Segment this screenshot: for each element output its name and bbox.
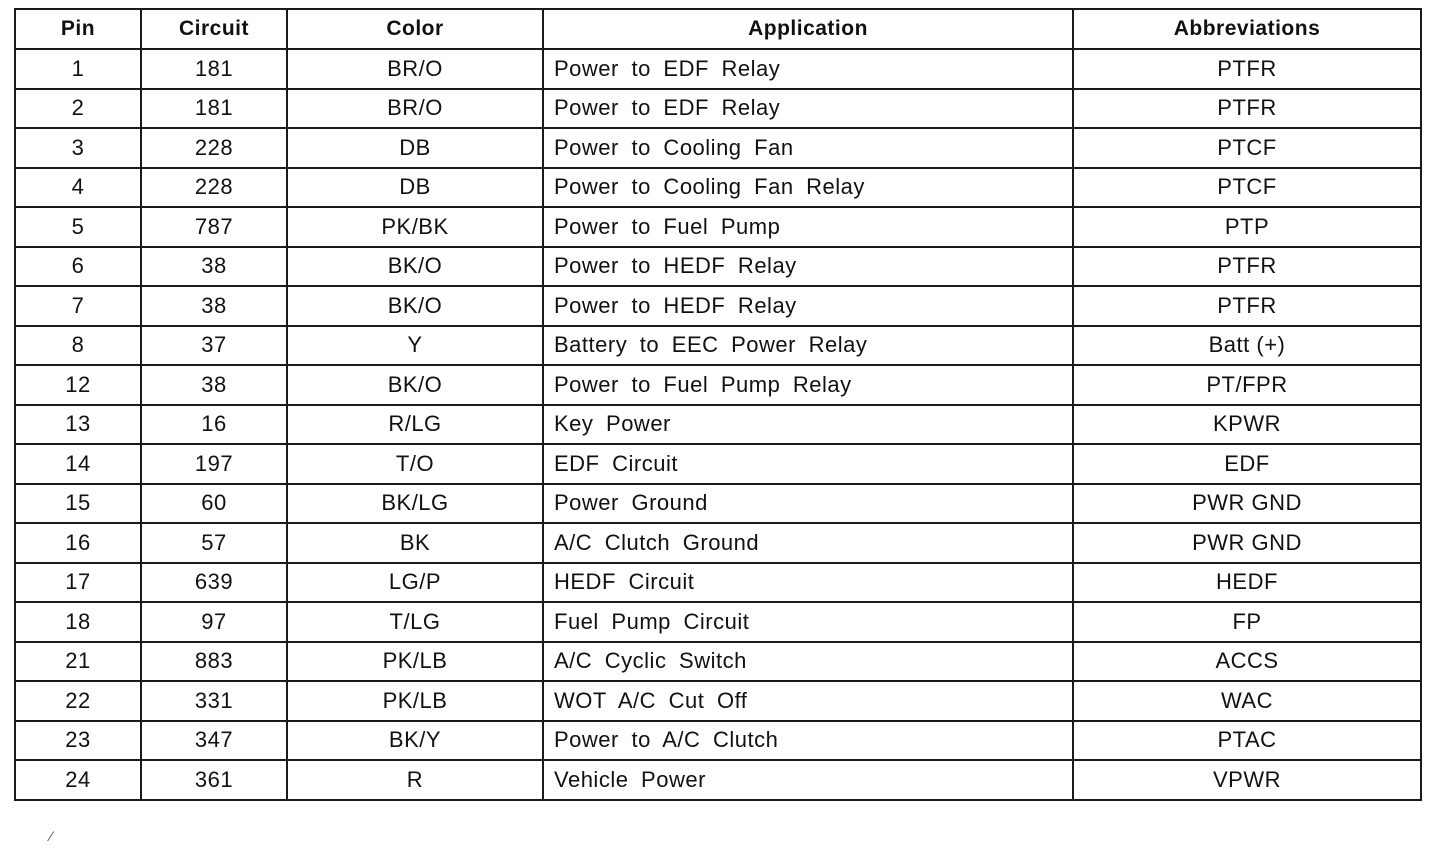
cell-color: R/LG <box>287 405 543 445</box>
cell-abbreviation: VPWR <box>1073 760 1421 800</box>
table-row <box>15 128 1421 168</box>
cell-application: Power to A/C Clutch <box>543 721 1073 761</box>
cell-abbreviation: FP <box>1073 602 1421 642</box>
table-row <box>15 365 1421 405</box>
cell-pin: 12 <box>15 365 141 405</box>
connector-pin-table <box>14 8 1422 801</box>
table-row <box>15 563 1421 603</box>
table-row <box>15 721 1421 761</box>
scan-mark: ⁄ <box>50 828 53 844</box>
cell-color: PK/BK <box>287 207 543 247</box>
table-header-row <box>15 9 1421 49</box>
cell-pin: 22 <box>15 681 141 721</box>
table-row <box>15 602 1421 642</box>
cell-color: LG/P <box>287 563 543 603</box>
cell-abbreviation: PTAC <box>1073 721 1421 761</box>
cell-pin: 16 <box>15 523 141 563</box>
header-circuit: Circuit <box>141 9 287 49</box>
cell-color: BK/O <box>287 365 543 405</box>
cell-pin: 24 <box>15 760 141 800</box>
table-row <box>15 247 1421 287</box>
cell-abbreviation: KPWR <box>1073 405 1421 445</box>
cell-abbreviation: PTFR <box>1073 89 1421 129</box>
cell-pin: 17 <box>15 563 141 603</box>
cell-pin: 8 <box>15 326 141 366</box>
cell-circuit: 787 <box>141 207 287 247</box>
cell-circuit: 38 <box>141 365 287 405</box>
table-row <box>15 444 1421 484</box>
cell-application: Power Ground <box>543 484 1073 524</box>
cell-pin: 13 <box>15 405 141 445</box>
cell-circuit: 228 <box>141 128 287 168</box>
cell-application: EDF Circuit <box>543 444 1073 484</box>
cell-abbreviation: PTCF <box>1073 168 1421 208</box>
cell-color: BR/O <box>287 89 543 129</box>
cell-color: T/O <box>287 444 543 484</box>
cell-abbreviation: PWR GND <box>1073 484 1421 524</box>
cell-application: A/C Cyclic Switch <box>543 642 1073 682</box>
cell-application: Battery to EEC Power Relay <box>543 326 1073 366</box>
cell-application: Fuel Pump Circuit <box>543 602 1073 642</box>
cell-circuit: 37 <box>141 326 287 366</box>
cell-application: Power to Fuel Pump Relay <box>543 365 1073 405</box>
cell-application: Power to Cooling Fan <box>543 128 1073 168</box>
cell-circuit: 331 <box>141 681 287 721</box>
cell-abbreviation: EDF <box>1073 444 1421 484</box>
cell-application: A/C Clutch Ground <box>543 523 1073 563</box>
table-row <box>15 326 1421 366</box>
cell-application: Power to Cooling Fan Relay <box>543 168 1073 208</box>
table-row <box>15 49 1421 89</box>
cell-pin: 6 <box>15 247 141 287</box>
header-application: Application <box>543 9 1073 49</box>
cell-abbreviation: PTFR <box>1073 247 1421 287</box>
table-row <box>15 168 1421 208</box>
cell-color: Y <box>287 326 543 366</box>
cell-color: T/LG <box>287 602 543 642</box>
pin-table-sheet <box>14 8 1420 838</box>
cell-application: HEDF Circuit <box>543 563 1073 603</box>
cell-abbreviation: PTCF <box>1073 128 1421 168</box>
cell-color: BK <box>287 523 543 563</box>
cell-color: BK/O <box>287 247 543 287</box>
cell-color: BR/O <box>287 49 543 89</box>
cell-pin: 23 <box>15 721 141 761</box>
cell-circuit: 639 <box>141 563 287 603</box>
table-row <box>15 286 1421 326</box>
cell-pin: 21 <box>15 642 141 682</box>
header-pin: Pin <box>15 9 141 49</box>
cell-circuit: 228 <box>141 168 287 208</box>
cell-color: BK/LG <box>287 484 543 524</box>
table-row <box>15 760 1421 800</box>
header-color: Color <box>287 9 543 49</box>
cell-circuit: 361 <box>141 760 287 800</box>
cell-color: DB <box>287 128 543 168</box>
cell-abbreviation: PTP <box>1073 207 1421 247</box>
cell-pin: 18 <box>15 602 141 642</box>
cell-pin: 5 <box>15 207 141 247</box>
cell-color: DB <box>287 168 543 208</box>
cell-application: Vehicle Power <box>543 760 1073 800</box>
table-row <box>15 207 1421 247</box>
cell-color: BK/O <box>287 286 543 326</box>
cell-application: Key Power <box>543 405 1073 445</box>
cell-pin: 15 <box>15 484 141 524</box>
table-row <box>15 523 1421 563</box>
cell-pin: 2 <box>15 89 141 129</box>
cell-circuit: 38 <box>141 286 287 326</box>
cell-circuit: 60 <box>141 484 287 524</box>
table-row <box>15 89 1421 129</box>
cell-application: WOT A/C Cut Off <box>543 681 1073 721</box>
cell-pin: 4 <box>15 168 141 208</box>
cell-color: PK/LB <box>287 642 543 682</box>
cell-abbreviation: ACCS <box>1073 642 1421 682</box>
cell-abbreviation: PTFR <box>1073 49 1421 89</box>
cell-pin: 7 <box>15 286 141 326</box>
cell-application: Power to HEDF Relay <box>543 286 1073 326</box>
cell-circuit: 181 <box>141 49 287 89</box>
cell-color: PK/LB <box>287 681 543 721</box>
cell-circuit: 181 <box>141 89 287 129</box>
cell-circuit: 16 <box>141 405 287 445</box>
cell-pin: 1 <box>15 49 141 89</box>
cell-circuit: 883 <box>141 642 287 682</box>
cell-abbreviation: Batt (+) <box>1073 326 1421 366</box>
cell-abbreviation: HEDF <box>1073 563 1421 603</box>
cell-circuit: 97 <box>141 602 287 642</box>
cell-color: BK/Y <box>287 721 543 761</box>
cell-pin: 3 <box>15 128 141 168</box>
cell-color: R <box>287 760 543 800</box>
table-row <box>15 681 1421 721</box>
cell-abbreviation: PTFR <box>1073 286 1421 326</box>
cell-abbreviation: PT/FPR <box>1073 365 1421 405</box>
table-row <box>15 642 1421 682</box>
header-abbreviations: Abbreviations <box>1073 9 1421 49</box>
table-row <box>15 484 1421 524</box>
cell-application: Power to EDF Relay <box>543 89 1073 129</box>
cell-circuit: 57 <box>141 523 287 563</box>
cell-abbreviation: PWR GND <box>1073 523 1421 563</box>
table-body <box>15 49 1421 800</box>
cell-circuit: 347 <box>141 721 287 761</box>
cell-abbreviation: WAC <box>1073 681 1421 721</box>
cell-application: Power to EDF Relay <box>543 49 1073 89</box>
table-row <box>15 405 1421 445</box>
cell-application: Power to HEDF Relay <box>543 247 1073 287</box>
cell-application: Power to Fuel Pump <box>543 207 1073 247</box>
cell-circuit: 38 <box>141 247 287 287</box>
cell-circuit: 197 <box>141 444 287 484</box>
cell-pin: 14 <box>15 444 141 484</box>
